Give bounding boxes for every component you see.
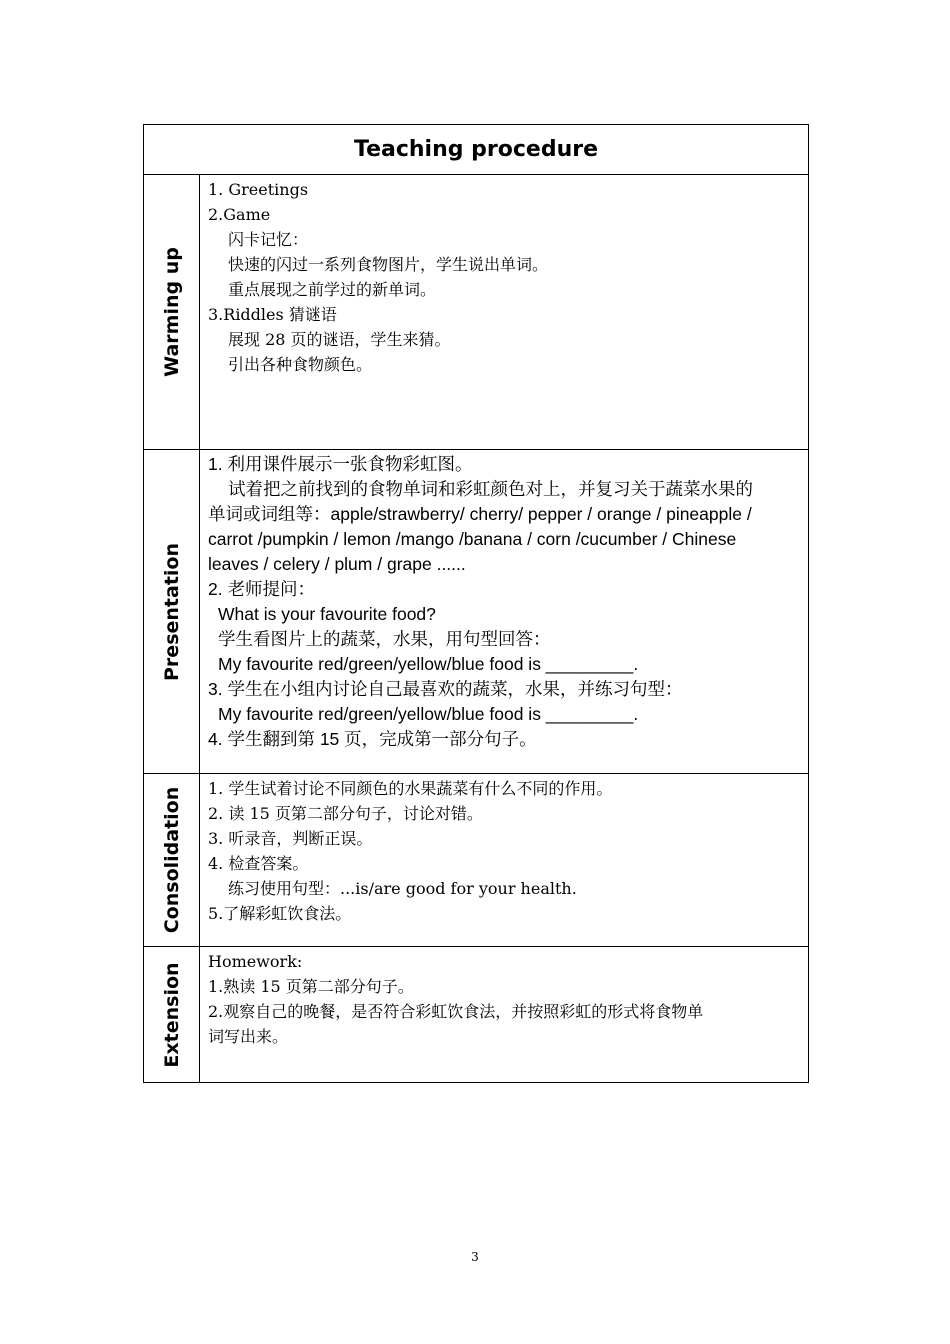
content-line: 单词或词组等：apple/strawberry/ cherry/ pepper / orange / pineapple / [208,504,752,524]
content-line: 重点展现之前学过的新单词。 [228,280,437,299]
section-label-presentation: Presentation [160,542,183,681]
row-warming-up [144,175,808,450]
section-label-cell [144,947,200,1082]
teaching-procedure-table [143,124,809,1083]
content-line: 引出各种食物颜色。 [228,355,373,374]
content-line: 2.观察自己的晚餐，是否符合彩虹饮食法，并按照彩虹的形式将食物单 [208,1002,704,1021]
content-line: 3.Riddles 猜谜语 [208,305,337,324]
content-line: 词写出来。 [208,1027,289,1046]
content-line: 展现 28 页的谜语，学生来猜。 [228,330,451,349]
content-line: 学生看图片上的蔬菜，水果，用句型回答： [218,629,551,649]
content-line: 1. Greetings [208,180,309,199]
row-consolidation [144,774,808,947]
section-label-warming-up: Warming up [160,247,183,377]
content-line: 2. 读 15 页第二部分句子，讨论对错。 [208,804,483,823]
content-line: 3. 听录音，判断正误。 [208,829,373,848]
content-line: 1. 利用课件展示一张食物彩虹图。 [208,454,473,474]
content-line: 试着把之前找到的食物单词和彩虹颜色对上，并复习关于蔬菜水果的 [228,479,753,499]
content-line: 4. 检查答案。 [208,854,309,873]
section-label-cell [144,175,200,449]
extension-content [200,947,808,1082]
content-line: 2. 老师提问： [208,579,315,599]
content-line: 5.了解彩虹饮食法。 [208,904,352,923]
content-line: 快速的闪过一系列食物图片，学生说出单词。 [228,255,549,274]
consolidation-content [200,774,808,946]
table-title: Teaching procedure [144,125,808,175]
content-line: 练习使用句型：...is/are good for your health. [228,879,577,898]
content-line: My favourite red/green/yellow/blue food is _________. [218,654,639,674]
content-line: 3. 学生在小组内讨论自己最喜欢的蔬菜，水果，并练习句型： [208,679,683,699]
presentation-content [200,450,808,773]
content-line: 1.熟读 15 页第二部分句子。 [208,977,414,996]
section-label-cell [144,450,200,773]
content-line: leaves / celery / plum / grape ...... [208,554,466,574]
section-label-extension: Extension [160,961,183,1068]
page-number: 3 [471,1250,479,1264]
section-label-cell [144,774,200,946]
warming-up-content [200,175,808,449]
content-line: My favourite red/green/yellow/blue food is _________. [218,704,639,724]
content-line: What is your favourite food? [218,604,436,624]
content-line: 4. 学生翻到第 15 页，完成第一部分句子。 [208,729,537,749]
content-line: Homework: [208,952,303,971]
row-extension [144,947,808,1082]
section-label-consolidation: Consolidation [160,786,183,934]
content-line: carrot /pumpkin / lemon /mango /banana / corn /cucumber / Chinese [208,529,737,549]
content-line: 2.Game [208,205,271,224]
content-line: 闪卡记忆： [228,230,309,249]
content-line: 1. 学生试着讨论不同颜色的水果蔬菜有什么不同的作用。 [208,779,613,798]
row-presentation [144,450,808,774]
